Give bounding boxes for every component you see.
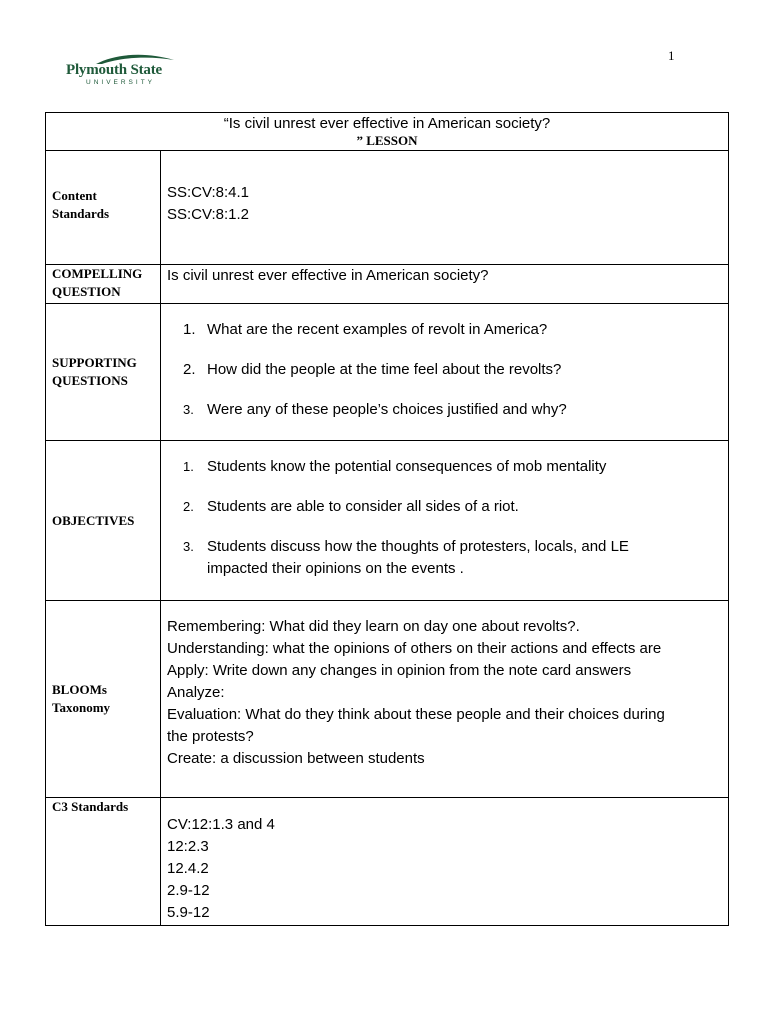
supporting-questions-label-cell [46,304,161,441]
list-text: Students know the potential consequences of mob mentality [207,458,607,475]
objectives-list [161,441,728,580]
title-row [46,113,729,151]
blooms-line: Create: a discussion between students [167,750,425,767]
list-text: How did the people at the time feel about the revolts? [207,361,562,378]
label-line: QUESTIONS [52,373,128,388]
compelling-question-label-cell [46,265,161,304]
standard-line: SS:CV:8:1.2 [167,206,249,223]
c3-standard-line: 12:2.3 [167,838,209,855]
compelling-question-label [46,265,160,301]
list-text: impacted their opinions on the events . [207,560,464,577]
standard-line: SS:CV:8:4.1 [167,184,249,201]
compelling-question-text: Is civil unrest ever effective in American society? [167,267,489,284]
list-item [183,359,728,381]
blooms-cell [161,601,729,798]
blooms-line: the protests? [167,728,254,745]
content-standards-label [46,151,160,223]
label-line: Standards [52,206,110,221]
blooms-row [46,601,729,798]
compelling-question-cell [161,265,729,304]
list-number: 2. [183,361,196,378]
objectives-cell [161,441,729,601]
label-line: Content [52,188,97,203]
objectives-label-cell [46,441,161,601]
list-item [183,319,728,341]
objectives-label: OBJECTIVES [52,512,135,528]
list-text: What are the recent examples of revolt in America? [207,321,548,338]
supporting-questions-row [46,304,729,441]
objectives-row [46,441,729,601]
list-item [183,536,728,580]
title-cell [46,113,729,151]
supporting-questions-cell [161,304,729,441]
c3-standard-line: 12.4.2 [167,860,209,877]
blooms-line: Analyze: [167,684,225,701]
c3-standards-label-cell [46,798,161,926]
lesson-title: “Is civil unrest ever effective in American society? [223,115,551,132]
c3-standards-cell [161,798,729,926]
blooms-line: Evaluation: What do they think about these people and their choices during [167,706,665,723]
compelling-question-row [46,265,729,304]
list-text: Students are able to consider all sides of a riot. [207,498,519,515]
blooms-label [46,681,160,717]
label-line: BLOOMs [52,682,107,697]
list-text: Students discuss how the thoughts of protesters, locals, and LE [207,538,629,555]
list-number: 1. [183,321,196,338]
list-number: 2. [183,499,194,514]
c3-standard-line: 5.9-12 [167,904,210,921]
label-line: Taxonomy [52,700,111,715]
list-number: 1. [183,459,194,474]
content-standards-row [46,151,729,265]
blooms-line: Remembering: What did they learn on day one about revolts?. [167,618,580,635]
list-number: 3. [183,539,194,554]
list-number: 3. [183,402,194,417]
list-item [183,496,728,518]
label-line: SUPPORTING [52,355,137,370]
content-standards-cell [161,151,729,265]
blooms-label-cell [46,601,161,798]
supporting-questions-list [161,304,728,421]
c3-standards-label: C3 Standards [52,799,129,814]
label-line: COMPELLING [52,266,143,281]
c3-standard-line: 2.9-12 [167,882,210,899]
blooms-line: Understanding: what the opinions of others on their actions and effects are [167,640,662,657]
c3-standard-line: CV:12:1.3 and 4 [167,816,275,833]
logo-subtitle: UNIVERSITY [86,79,156,86]
lesson-title-suffix: ” LESSON [356,133,418,148]
lesson-table [45,112,729,926]
university-logo [62,52,182,92]
list-text: Were any of these people’s choices justified and why? [207,401,567,418]
page-number: 1 [668,48,675,63]
label-line: QUESTION [52,284,121,299]
list-item [183,399,728,421]
list-item [183,456,728,478]
logo-name: Plymouth State [66,62,162,78]
c3-standards-row [46,798,729,926]
content-standards-label-cell [46,151,161,265]
supporting-questions-label [46,354,160,390]
blooms-line: Apply: Write down any changes in opinion from the note card answers [167,662,632,679]
